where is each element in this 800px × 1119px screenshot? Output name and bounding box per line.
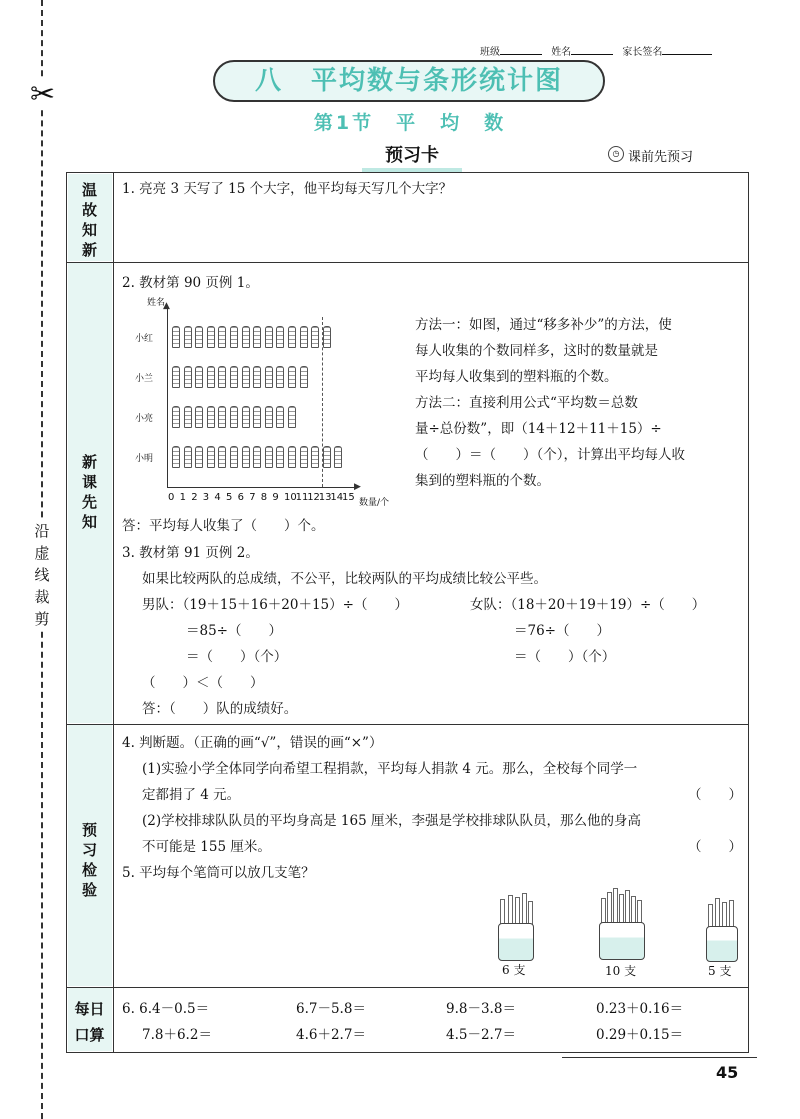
unit-title: 八 平均数与条形统计图 <box>254 66 563 96</box>
section-title: 第1节 平 均 数 <box>313 112 507 134</box>
chart-x-tick: 10 <box>284 492 297 503</box>
row-label-mental-math: 每日 口算 <box>74 1000 105 1044</box>
judge-item-1-answer[interactable]: （ ） <box>688 787 742 803</box>
chart-x-tick: 7 <box>249 492 256 503</box>
bottle-icon <box>300 326 308 348</box>
bottle-icon <box>207 406 215 428</box>
bottle-icon <box>242 326 250 348</box>
mental-math-6[interactable]: 4.6＋2.7＝ <box>296 1027 366 1043</box>
bottle-icon <box>218 446 226 468</box>
bottle-icon <box>184 366 192 388</box>
boys-team-line-1[interactable]: 男队：（19＋15＋16＋20＋15）÷（ ） <box>142 597 408 613</box>
chart-average-guide <box>322 317 323 487</box>
bottle-icon <box>288 446 296 468</box>
judge-item-2-answer[interactable]: （ ） <box>688 839 742 855</box>
mental-math-2[interactable]: 6.7－5.8＝ <box>296 1001 366 1017</box>
bottle-icon <box>242 446 250 468</box>
row-label-review: 温 故 知 新 <box>81 181 97 259</box>
bottle-icon <box>218 366 226 388</box>
chart-y-arrow-icon: ▲ <box>163 301 170 311</box>
parent-signature-field[interactable] <box>662 54 712 55</box>
chart-x-tick: 3 <box>202 492 210 503</box>
bottle-icon <box>300 366 308 388</box>
scissors-icon: ✂ <box>30 77 56 112</box>
bottle-icon <box>242 366 250 388</box>
question-4-title: 4. 判断题。（正确的画“√”，错误的画“×”） <box>122 735 383 751</box>
judge-item-2-line-1: (2)学校排球队队员的平均身高是 165 厘米，李强是学校排球队队员，那么他的身高 <box>142 813 641 829</box>
bottle-icon <box>195 366 203 388</box>
mental-math-7[interactable]: 4.5－2.7＝ <box>446 1027 516 1043</box>
bottle-icon <box>230 326 238 348</box>
question-2-title: 2. 教材第 90 页例 1。 <box>122 275 259 291</box>
chart-bar-小红 <box>171 325 333 349</box>
question-3-compare[interactable]: （ ）＜（ ） <box>142 675 264 691</box>
row-divider <box>66 724 749 725</box>
bottle-icon <box>195 446 203 468</box>
bottle-icon <box>184 406 192 428</box>
question-3-answer[interactable]: 答：（ ）队的成绩好。 <box>142 701 298 717</box>
bottle-icon <box>218 326 226 348</box>
bottle-icon <box>288 406 296 428</box>
chart-x-tick: 9 <box>272 492 279 503</box>
preview-label: 课前先预习 <box>628 150 694 165</box>
bottle-icon <box>195 406 203 428</box>
cup-icon <box>706 926 738 962</box>
chart-ylabel: 姓名 <box>147 298 166 308</box>
girls-team-line-2[interactable]: ＝76÷（ ） <box>514 623 610 639</box>
cup-icon <box>498 923 534 961</box>
mental-math-8[interactable]: 0.29＋0.15＝ <box>596 1027 684 1043</box>
bottle-icon <box>253 406 261 428</box>
chart-bar-小明 <box>171 445 345 469</box>
chart-category-label: 小兰 <box>135 374 154 384</box>
bottle-icon <box>207 326 215 348</box>
bottle-icon <box>323 326 331 348</box>
pencil-holder-1: 6 支 <box>490 893 540 983</box>
clock-icon: ◷ <box>608 146 624 162</box>
chart-x-tick: 15 <box>342 492 355 503</box>
bottle-icon <box>172 406 180 428</box>
bottle-icon <box>184 326 192 348</box>
page-number-rule <box>562 1057 757 1058</box>
bottle-icon <box>300 446 308 468</box>
judge-item-1-line-2: 定都捐了 4 元。 <box>142 787 241 803</box>
row-divider <box>66 262 749 263</box>
bottle-icon <box>172 366 180 388</box>
bottle-icon <box>207 446 215 468</box>
chart-bar-小兰 <box>171 365 310 389</box>
bottle-icon <box>230 366 238 388</box>
row-label-new-lesson: 新 课 先 知 <box>81 453 97 531</box>
student-info-header: 班级 姓名 家长签名 <box>480 43 718 58</box>
chart-xlabel: 数量/个 <box>359 498 390 508</box>
bottle-icon <box>253 366 261 388</box>
mental-math-3[interactable]: 9.8－3.8＝ <box>446 1001 516 1017</box>
chart-x-tick: 2 <box>191 492 198 503</box>
chart-x-tick: 0 <box>168 492 175 503</box>
bottle-icon <box>323 446 331 468</box>
chart-category-label: 小明 <box>135 454 154 464</box>
chart-x-tick: 14 <box>330 492 344 503</box>
chart-x-tick: 6 <box>237 492 244 503</box>
bottle-icon <box>276 446 284 468</box>
bottle-icon <box>276 326 284 348</box>
question-2-answer[interactable]: 答：平均每人收集了（ ）个。 <box>122 518 325 534</box>
name-field[interactable] <box>571 54 613 55</box>
bottle-icon <box>230 446 238 468</box>
chart-bar-小亮 <box>171 405 299 429</box>
method-explanation: 方法一：如图，通过“移多补少”的方法，使 每人收集的个数同样多，这时的数量就是 平均每人收集到的塑料瓶的个数。 方法二：直接利用公式“平均数＝总数 量÷总份数”，即（14＋12＋11＋15）÷ （ ）＝（ ）（个），计算出平均每人收 集到的塑料瓶的个数。 <box>415 317 685 489</box>
bottle-icon <box>184 446 192 468</box>
bottle-icon <box>288 366 296 388</box>
bottle-icon <box>172 446 180 468</box>
pencil-holder-2: 10 支 <box>593 888 653 983</box>
bottle-icon <box>276 366 284 388</box>
chart-x-tick: 5 <box>226 492 233 503</box>
pencil-holder-3: 5 支 <box>700 898 744 983</box>
bottle-icon <box>265 326 273 348</box>
bottle-icon <box>276 406 284 428</box>
chart-x-tick: 8 <box>260 492 268 503</box>
chart-x-tick: 4 <box>214 492 221 503</box>
column-divider <box>113 172 114 1053</box>
bottle-icon <box>265 406 273 428</box>
chart-x-tick: 1 <box>179 492 186 503</box>
class-field[interactable] <box>500 54 542 55</box>
chart-category-label: 小亮 <box>135 414 154 424</box>
chart-x-arrow-icon: ▶ <box>354 482 361 492</box>
girls-team-line-3[interactable]: ＝（ ）（个） <box>514 649 616 665</box>
bottle-icon <box>230 406 238 428</box>
girls-team-line-1[interactable]: 女队：（18＋20＋19＋19）÷（ ） <box>470 597 706 613</box>
chart-x-tick: 13 <box>318 492 332 503</box>
bottle-icon <box>242 406 250 428</box>
question-3-intro: 如果比较两队的总成绩，不公平，比较两队的平均成绩比较公平些。 <box>142 571 547 587</box>
question-1: 1. 亮亮 3 天写了 15 个大字，他平均每天写几个大字？ <box>122 181 453 197</box>
boys-team-line-3[interactable]: ＝（ ）（个） <box>186 649 288 665</box>
bottle-icon <box>265 446 273 468</box>
bottle-chart <box>135 295 405 510</box>
chart-x-axis <box>167 487 357 488</box>
question-5-title: 5. 平均每个笔筒可以放几支笔？ <box>122 865 315 881</box>
bottle-icon <box>288 326 296 348</box>
chart-y-axis <box>167 307 168 487</box>
chart-x-tick: 11 <box>295 492 309 503</box>
cut-instruction: 沿 虚 线 裁 剪 <box>30 520 54 630</box>
bottle-icon <box>207 366 215 388</box>
bottle-icon <box>172 326 180 348</box>
mental-math-5[interactable]: 7.8＋6.2＝ <box>142 1027 212 1043</box>
bottle-icon <box>334 446 342 468</box>
bottle-icon <box>253 446 261 468</box>
cup-icon <box>599 922 645 960</box>
mental-math-4[interactable]: 0.23＋0.16＝ <box>596 1001 684 1017</box>
bottle-icon <box>265 366 273 388</box>
bottle-icon <box>195 326 203 348</box>
chart-category-label: 小红 <box>135 334 154 344</box>
page-number: 45 <box>716 1063 739 1082</box>
bottle-icon <box>218 406 226 428</box>
mental-math-1[interactable]: 6. 6.4－0.5＝ <box>122 1001 210 1017</box>
row-divider <box>66 987 749 988</box>
chart-x-tick: 12 <box>307 492 320 503</box>
boys-team-line-2[interactable]: ＝85÷（ ） <box>186 623 282 639</box>
bottle-icon <box>253 326 261 348</box>
question-3-title: 3. 教材第 91 页例 2。 <box>122 545 259 561</box>
bottle-icon <box>311 326 319 348</box>
judge-item-1-line-1: (1)实验小学全体同学向希望工程捐款，平均每人捐款 4 元。那么，全校每个同学一 <box>142 761 638 777</box>
bottle-icon <box>311 446 319 468</box>
judge-item-2-line-2: 不可能是 155 厘米。 <box>142 839 271 855</box>
row-label-check: 预 习 检 验 <box>81 821 97 899</box>
card-label: 预习卡 <box>385 145 439 166</box>
